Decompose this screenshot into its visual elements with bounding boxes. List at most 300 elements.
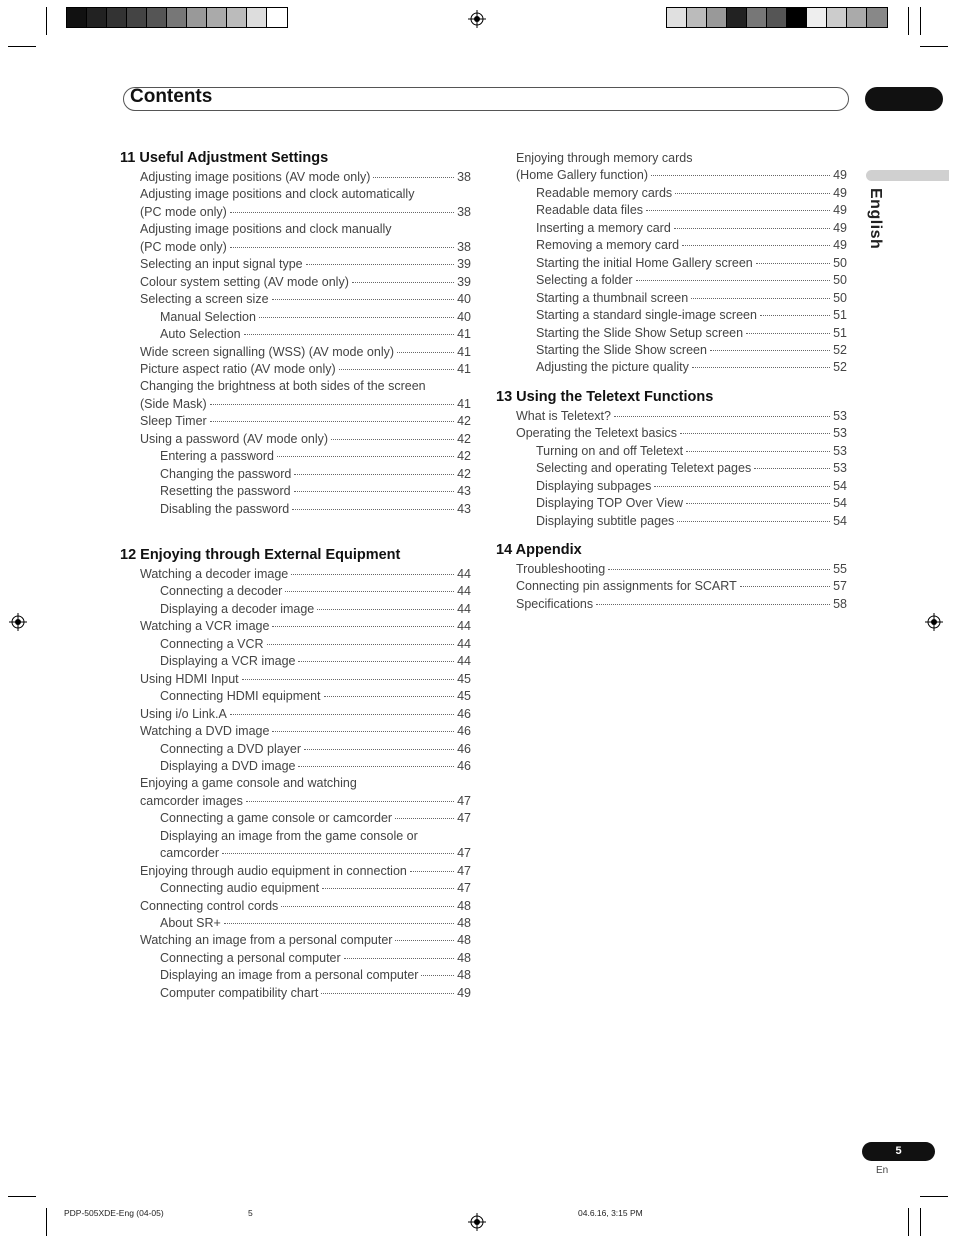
- toc-entry-title: Starting a standard single-image screen: [536, 308, 757, 323]
- dot-leader: [397, 352, 454, 353]
- toc-entry-page: 53: [833, 461, 847, 476]
- toc-entry[interactable]: [536, 513, 847, 530]
- dot-leader: [321, 993, 454, 994]
- color-swatch: [727, 8, 747, 27]
- toc-entry-page: 47: [457, 863, 471, 878]
- toc-entry-title: Starting the Slide Show Setup screen: [536, 325, 744, 340]
- crop-mark: [920, 1208, 921, 1236]
- crop-mark: [920, 46, 948, 47]
- toc-entry-page: 44: [457, 654, 471, 669]
- dot-leader: [331, 439, 454, 440]
- dot-leader: [596, 604, 830, 605]
- dot-leader: [242, 679, 454, 680]
- toc-entry[interactable]: [140, 239, 471, 256]
- color-swatch: [207, 8, 227, 27]
- dot-leader: [636, 280, 831, 281]
- toc-entry-page: 47: [457, 881, 471, 896]
- toc-entry-page: 42: [457, 431, 471, 446]
- color-swatch: [227, 8, 247, 27]
- color-swatch: [787, 8, 807, 27]
- crop-mark: [920, 7, 921, 35]
- toc-entry-title: About SR+: [160, 916, 221, 930]
- toc-entry-title: What is Teletext?: [516, 409, 611, 423]
- toc-entry-title: camcorder: [160, 846, 220, 861]
- dot-leader: [324, 696, 455, 697]
- toc-entry[interactable]: [516, 596, 847, 613]
- toc-entry-title: Disabling the password: [160, 501, 290, 516]
- color-swatch: [267, 8, 287, 27]
- toc-entry[interactable]: [140, 932, 471, 949]
- toc-entry-title: Watching a VCR image: [140, 619, 270, 634]
- toc-entry-page: 48: [457, 933, 471, 948]
- toc-entry[interactable]: [536, 220, 847, 237]
- toc-entry-page: 42: [457, 414, 471, 429]
- toc-entry-page: 43: [457, 501, 471, 516]
- toc-entry[interactable]: [160, 326, 471, 343]
- toc-entry-title: Computer compatibility chart: [160, 985, 319, 1000]
- toc-entry-page: 49: [833, 220, 847, 235]
- dot-leader: [317, 609, 454, 610]
- dot-leader: [692, 367, 830, 368]
- toc-entry-page: 50: [833, 255, 847, 270]
- color-swatch: [167, 8, 187, 27]
- toc-entry[interactable]: [160, 501, 471, 518]
- dot-leader: [259, 317, 454, 318]
- dot-leader: [686, 503, 830, 504]
- dot-leader: [395, 940, 454, 941]
- toc-entry-title: Selecting a screen size: [140, 292, 269, 307]
- toc-entry-title: Adjusting the picture quality: [536, 360, 689, 375]
- toc-entry[interactable]: [536, 359, 847, 376]
- toc-entry[interactable]: [536, 478, 847, 495]
- dot-leader: [224, 923, 454, 924]
- dot-leader: [230, 247, 454, 248]
- dot-leader: [395, 818, 454, 819]
- toc-entry[interactable]: [516, 561, 847, 578]
- toc-entry-title: Selecting an input signal type: [140, 257, 303, 272]
- toc-entry-title: Connecting a decoder: [160, 584, 283, 599]
- toc-entry-page: 42: [457, 449, 471, 464]
- toc-entry-page: 50: [833, 290, 847, 305]
- dot-leader: [646, 210, 830, 211]
- toc-entry-title: Watching a decoder image: [140, 567, 289, 581]
- toc-entry[interactable]: [536, 495, 847, 512]
- dot-leader: [760, 315, 830, 316]
- toc-entry[interactable]: [140, 898, 471, 915]
- dot-leader: [756, 263, 830, 264]
- toc-entry-page: 52: [833, 342, 847, 357]
- toc-entry-title: (Side Mask): [140, 396, 207, 411]
- toc-entry-title: Removing a memory card: [536, 238, 680, 253]
- toc-entry[interactable]: [140, 204, 471, 221]
- toc-entry-title: Colour system setting (AV mode only): [140, 274, 349, 289]
- dot-leader: [294, 474, 454, 475]
- color-swatch: [67, 8, 87, 27]
- dot-leader: [272, 299, 455, 300]
- toc-entry-title: Connecting a DVD player: [160, 741, 302, 756]
- toc-entry-title: Connecting pin assignments for SCART: [516, 579, 737, 594]
- color-swatch: [667, 8, 687, 27]
- toc-entry-title: Inserting a memory card: [536, 220, 671, 235]
- dot-leader: [677, 521, 830, 522]
- dot-leader: [352, 282, 454, 283]
- footer-file: PDP-505XDE-Eng (04-05): [64, 1208, 164, 1218]
- toc-entry[interactable]: [140, 723, 471, 740]
- toc-entry[interactable]: [160, 601, 471, 618]
- toc-entry[interactable]: [140, 291, 471, 308]
- toc-entry-title: Adjusting image positions (AV mode only): [140, 170, 371, 184]
- toc-entry-title: Using a password (AV mode only): [140, 431, 329, 446]
- toc-entry[interactable]: [536, 237, 847, 254]
- toc-entry-title: Wide screen signalling (WSS) (AV mode only): [140, 344, 395, 359]
- toc-entry-title: Displaying subtitle pages: [536, 513, 675, 528]
- toc-entry[interactable]: [160, 758, 471, 775]
- toc-entry-line: Enjoying a game console and watching: [140, 776, 357, 791]
- dot-leader: [691, 298, 830, 299]
- toc-entry[interactable]: [536, 255, 847, 272]
- toc-entry-page: 49: [833, 238, 847, 253]
- footer-page: 5: [248, 1208, 253, 1218]
- dot-leader: [230, 212, 454, 213]
- toc-entry[interactable]: [160, 915, 471, 932]
- toc-entry-page: 53: [833, 426, 847, 441]
- toc-entry-page: 48: [457, 950, 471, 965]
- dot-leader: [322, 888, 454, 889]
- dot-leader: [222, 853, 454, 854]
- toc-entry-title: Selecting a folder: [536, 273, 633, 288]
- toc-entry-title: Displaying TOP Over View: [536, 496, 684, 511]
- dot-leader: [421, 975, 454, 976]
- toc-entry-page: 46: [457, 758, 471, 773]
- toc-entry[interactable]: [160, 583, 471, 600]
- toc-entry[interactable]: [536, 290, 847, 307]
- toc-entry-page: 49: [833, 203, 847, 218]
- dot-leader: [674, 228, 830, 229]
- toc-entry-title: Connecting audio equipment: [160, 881, 320, 896]
- toc-entry[interactable]: [516, 425, 847, 442]
- toc-entry-title: Starting the Slide Show screen: [536, 342, 707, 357]
- color-swatch: [187, 8, 207, 27]
- toc-entry[interactable]: [140, 793, 471, 810]
- dot-leader: [298, 661, 454, 662]
- toc-entry[interactable]: [160, 741, 471, 758]
- dot-leader: [294, 491, 454, 492]
- color-swatch: [687, 8, 707, 27]
- page-title: Contents: [130, 86, 213, 107]
- toc-entry[interactable]: [140, 431, 471, 448]
- toc-entry-page: 44: [457, 619, 471, 634]
- color-swatch-strip-left: [66, 7, 288, 28]
- toc-entry-title: Displaying a VCR image: [160, 654, 296, 669]
- registration-mark-icon: [925, 613, 943, 631]
- toc-entry-page: 41: [457, 361, 471, 376]
- dot-leader: [306, 264, 454, 265]
- color-swatch: [867, 8, 887, 27]
- toc-entry-page: 47: [457, 811, 471, 826]
- toc-entry-page: 44: [457, 636, 471, 651]
- toc-entry[interactable]: [140, 256, 471, 273]
- color-swatch: [147, 8, 167, 27]
- toc-entry-page: 40: [457, 309, 471, 324]
- toc-entry-page: 48: [457, 916, 471, 930]
- toc-entry[interactable]: [536, 307, 847, 324]
- toc-entry-page: 49: [833, 185, 847, 200]
- crop-mark: [46, 7, 47, 35]
- color-swatch: [847, 8, 867, 27]
- toc-entry-page: 48: [457, 968, 471, 983]
- toc-entry[interactable]: [160, 845, 471, 862]
- toc-entry-page: 41: [457, 396, 471, 411]
- toc-entry-title: Turning on and off Teletext: [536, 443, 684, 458]
- toc-entry-title: Displaying a decoder image: [160, 601, 315, 616]
- toc-entry-title: Changing the password: [160, 466, 292, 481]
- toc-entry[interactable]: [140, 671, 471, 688]
- dot-leader: [651, 175, 830, 176]
- toc-entry-page: 42: [457, 466, 471, 481]
- toc-entry[interactable]: [140, 706, 471, 723]
- color-swatch: [247, 8, 267, 27]
- toc-entry-page: 38: [457, 170, 471, 184]
- toc-entry[interactable]: [140, 274, 471, 291]
- toc-entry[interactable]: [160, 880, 471, 897]
- toc-entry-page: 46: [457, 724, 471, 739]
- toc-entry-title: Displaying subpages: [536, 478, 652, 493]
- toc-entry-page: 38: [457, 204, 471, 219]
- dot-leader: [410, 871, 454, 872]
- dot-leader: [608, 569, 830, 570]
- toc-entry-title: Connecting a VCR: [160, 636, 264, 651]
- toc-entry-title: Displaying a DVD image: [160, 758, 296, 773]
- toc-entry-title: Operating the Teletext basics: [516, 426, 677, 441]
- language-label: English: [867, 188, 884, 250]
- toc-entry[interactable]: [536, 443, 847, 460]
- toc-entry-title: Troubleshooting: [516, 562, 606, 576]
- dot-leader: [272, 626, 454, 627]
- toc-entry-title: (Home Gallery function): [516, 168, 648, 183]
- dot-leader: [339, 369, 454, 370]
- crop-mark: [920, 1196, 948, 1197]
- toc-entry[interactable]: [160, 688, 471, 705]
- dot-leader: [230, 714, 454, 715]
- toc-entry-title: Enjoying through audio equipment in connection: [140, 863, 407, 878]
- section-heading: 14 Appendix: [496, 542, 582, 558]
- toc-entry[interactable]: [536, 202, 847, 219]
- dot-leader: [292, 509, 454, 510]
- toc-entry[interactable]: [160, 985, 471, 1002]
- toc-entry-title: Connecting control cords: [140, 898, 279, 913]
- crop-mark: [908, 1208, 909, 1236]
- toc-entry-page: 44: [457, 567, 471, 581]
- page-number-badge: 5: [862, 1142, 935, 1161]
- crop-mark: [8, 46, 36, 47]
- dot-leader: [710, 350, 830, 351]
- toc-entry[interactable]: [140, 413, 471, 430]
- toc-entry-page: 54: [833, 513, 847, 528]
- toc-entry-page: 44: [457, 584, 471, 599]
- toc-entry-line: Displaying an image from the game console or: [160, 828, 418, 843]
- toc-entry-title: Picture aspect ratio (AV mode only): [140, 361, 336, 376]
- color-swatch: [767, 8, 787, 27]
- registration-mark-icon: [468, 1213, 486, 1231]
- dot-leader: [675, 193, 830, 194]
- toc-entry[interactable]: [160, 309, 471, 326]
- toc-entry[interactable]: [536, 342, 847, 359]
- toc-entry-title: Entering a password: [160, 449, 274, 464]
- toc-entry-title: Starting a thumbnail screen: [536, 290, 689, 305]
- toc-entry-page: 45: [457, 671, 471, 686]
- toc-entry-page: 51: [833, 325, 847, 340]
- dot-leader: [682, 245, 830, 246]
- chapter-tab: [865, 87, 943, 111]
- toc-entry-title: Connecting HDMI equipment: [160, 689, 321, 704]
- dot-leader: [244, 334, 454, 335]
- toc-entry-page: 46: [457, 706, 471, 721]
- toc-entry-title: Resetting the password: [160, 484, 291, 499]
- toc-entry[interactable]: [536, 325, 847, 342]
- crop-mark: [908, 7, 909, 35]
- toc-entry-title: (PC mode only): [140, 239, 227, 254]
- toc-entry[interactable]: [536, 185, 847, 202]
- registration-mark-icon: [9, 613, 27, 631]
- toc-entry[interactable]: [160, 810, 471, 827]
- toc-entry-page: 48: [457, 898, 471, 913]
- toc-entry-title: (PC mode only): [140, 204, 227, 219]
- toc-entry-page: 38: [457, 239, 471, 254]
- toc-entry-page: 51: [833, 308, 847, 323]
- dot-leader: [304, 749, 454, 750]
- toc-entry[interactable]: [516, 408, 847, 425]
- toc-entry[interactable]: [160, 466, 471, 483]
- dot-leader: [298, 766, 454, 767]
- toc-entry-title: Readable memory cards: [536, 185, 673, 200]
- toc-entry-title: Manual Selection: [160, 309, 256, 324]
- toc-entry[interactable]: [140, 566, 471, 583]
- dot-leader: [210, 421, 454, 422]
- toc-entry-page: 41: [457, 344, 471, 359]
- section-heading: 11 Useful Adjustment Settings: [120, 150, 329, 166]
- toc-entry-title: Watching an image from a personal computer: [140, 933, 393, 948]
- toc-entry-page: 54: [833, 496, 847, 511]
- toc-entry[interactable]: [140, 863, 471, 880]
- dot-leader: [614, 416, 830, 417]
- color-swatch: [827, 8, 847, 27]
- toc-entry-page: 46: [457, 741, 471, 756]
- toc-entry-title: Selecting and operating Teletext pages: [536, 461, 752, 476]
- crop-mark: [8, 1196, 36, 1197]
- footer-date: 04.6.16, 3:15 PM: [578, 1208, 643, 1218]
- color-swatch: [107, 8, 127, 27]
- toc-entry-title: Auto Selection: [160, 327, 241, 342]
- dot-leader: [740, 586, 830, 587]
- toc-entry-page: 39: [457, 274, 471, 289]
- crop-mark: [46, 1208, 47, 1236]
- dot-leader: [272, 731, 454, 732]
- toc-entry-page: 41: [457, 327, 471, 342]
- toc-entry-title: camcorder images: [140, 793, 243, 808]
- toc-entry[interactable]: [140, 344, 471, 361]
- dot-leader: [686, 451, 830, 452]
- toc-entry-page: 54: [833, 478, 847, 493]
- toc-entry[interactable]: [160, 653, 471, 670]
- dot-leader: [373, 177, 454, 178]
- toc-entry-title: Readable data files: [536, 203, 644, 218]
- toc-entry[interactable]: [140, 361, 471, 378]
- toc-entry-page: 49: [833, 168, 847, 183]
- dot-leader: [246, 801, 454, 802]
- toc-entry[interactable]: [536, 460, 847, 477]
- toc-entry-page: 53: [833, 409, 847, 423]
- toc-entry-page: 53: [833, 443, 847, 458]
- color-swatch-strip-right: [666, 7, 888, 28]
- toc-entry-title: Watching a DVD image: [140, 724, 270, 739]
- color-swatch: [127, 8, 147, 27]
- dot-leader: [754, 468, 830, 469]
- dot-leader: [344, 958, 454, 959]
- toc-entry-page: 40: [457, 292, 471, 307]
- toc-entry-line: Changing the brightness at both sides of the screen: [140, 379, 426, 394]
- dot-leader: [210, 404, 454, 405]
- toc-entry[interactable]: [140, 169, 471, 186]
- toc-entry[interactable]: [140, 618, 471, 635]
- toc-entry-title: Displaying an image from a personal computer: [160, 968, 419, 983]
- toc-entry[interactable]: [516, 167, 847, 184]
- toc-entry[interactable]: [160, 950, 471, 967]
- toc-entry[interactable]: [160, 967, 471, 984]
- toc-entry-page: 44: [457, 601, 471, 616]
- color-swatch: [87, 8, 107, 27]
- toc-entry[interactable]: [160, 448, 471, 465]
- toc-entry-title: Sleep Timer: [140, 414, 207, 429]
- toc-entry[interactable]: [536, 272, 847, 289]
- toc-entry-page: 58: [833, 596, 847, 611]
- toc-entry[interactable]: [140, 396, 471, 413]
- toc-entry-line: Enjoying through memory cards: [516, 151, 693, 165]
- toc-entry[interactable]: [160, 483, 471, 500]
- toc-entry-title: Specifications: [516, 596, 594, 611]
- toc-entry-page: 47: [457, 846, 471, 861]
- color-swatch: [707, 8, 727, 27]
- dot-leader: [267, 644, 455, 645]
- toc-entry-page: 45: [457, 689, 471, 704]
- toc-entry-title: Using i/o Link.A: [140, 706, 227, 721]
- dot-leader: [281, 906, 454, 907]
- toc-entry-title: Connecting a personal computer: [160, 950, 341, 965]
- toc-entry-title: Starting the initial Home Gallery screen: [536, 255, 753, 270]
- toc-entry-page: 57: [833, 579, 847, 594]
- toc-entry-page: 39: [457, 257, 471, 272]
- toc-entry[interactable]: [160, 636, 471, 653]
- toc-entry-page: 52: [833, 360, 847, 375]
- toc-entry-title: Connecting a game console or camcorder: [160, 811, 393, 826]
- toc-entry-page: 49: [457, 985, 471, 1000]
- dot-leader: [291, 574, 454, 575]
- dot-leader: [277, 456, 454, 457]
- registration-mark-icon: [468, 10, 486, 28]
- page-language-code: En: [876, 1165, 889, 1176]
- toc-entry-page: 47: [457, 793, 471, 808]
- toc-entry-line: Adjusting image positions and clock manually: [140, 222, 392, 237]
- color-swatch: [747, 8, 767, 27]
- toc-entry-page: 55: [833, 562, 847, 576]
- toc-entry[interactable]: [516, 578, 847, 595]
- title-bar: [123, 87, 849, 111]
- dot-leader: [746, 333, 830, 334]
- dot-leader: [285, 591, 454, 592]
- toc-entry-line: Adjusting image positions and clock automatically: [140, 187, 415, 202]
- section-heading: 13 Using the Teletext Functions: [496, 389, 714, 405]
- color-swatch: [807, 8, 827, 27]
- dot-leader: [680, 433, 830, 434]
